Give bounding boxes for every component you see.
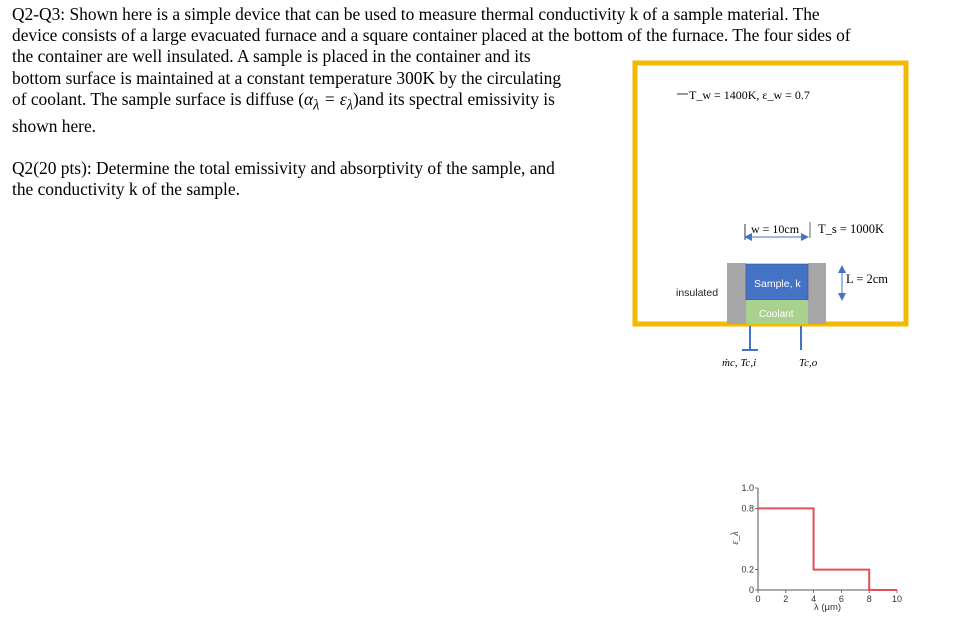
series-line xyxy=(758,508,897,590)
alpha-subscript: λ xyxy=(313,97,320,114)
x-tick-label: 4 xyxy=(811,594,817,604)
x-tick-label: 10 xyxy=(891,594,903,604)
thickness-label: L = 2cm xyxy=(846,272,888,286)
alpha-symbol: α xyxy=(304,88,314,109)
problem-line-4: bottom surface is maintained at a constant temperature 300K by the circulating xyxy=(12,67,562,88)
x-tick-label: 8 xyxy=(866,594,872,604)
x-axis-label: λ (μm) xyxy=(813,602,842,613)
x-tick-label: 0 xyxy=(755,594,761,604)
y-axis-label: ε_λ xyxy=(730,531,741,545)
problem-line-6: shown here. xyxy=(12,116,97,137)
epsilon-eq: = ε xyxy=(319,88,347,109)
x-tick-label: 6 xyxy=(838,594,844,604)
epsilon-subscript: λ xyxy=(346,97,354,114)
problem-line-1: Q2-Q3: Shown here is a simple device that can be used to measure thermal conductivity k of a sample material. The xyxy=(12,4,820,24)
outlet-label: Tc,o xyxy=(799,357,818,369)
insulation-right xyxy=(808,263,826,324)
coolant-label: Coolant xyxy=(759,309,794,320)
inlet-label: ṁc, Tc,i xyxy=(722,357,757,369)
insulation-left xyxy=(727,263,746,324)
problem-line-3: the container are well insulated. A sample is placed in the container and its xyxy=(12,46,531,67)
surface-temp-label: T_s = 1000K xyxy=(818,222,885,236)
x-tick-label: 2 xyxy=(783,594,789,604)
y-tick-label: 0 xyxy=(748,585,754,595)
sample-label: Sample, k xyxy=(754,278,801,290)
problem-line-2: device consists of a large evacuated furnace and a square container placed at the bottom of the furnace. The four sides of xyxy=(12,25,851,46)
emissivity-chart xyxy=(730,483,902,613)
line5-pre: of coolant. The sample surface is diffuse ( xyxy=(12,88,305,109)
y-tick-label: 1.0 xyxy=(741,483,754,493)
line5-post: )and its spectral emissivity is xyxy=(353,88,555,109)
question-line-1: Q2(20 pts): Determine the total emissivity and absorptivity of the sample, and xyxy=(12,157,555,178)
question-line-2: the conductivity k of the sample. xyxy=(12,178,240,199)
width-label: w = 10cm xyxy=(751,222,800,236)
insulated-label: insulated xyxy=(676,287,719,299)
wall-label: T_w = 1400K, ε_w = 0.7 xyxy=(689,88,810,102)
y-tick-label: 0.2 xyxy=(741,564,754,575)
y-tick-label: 0.8 xyxy=(741,503,754,514)
